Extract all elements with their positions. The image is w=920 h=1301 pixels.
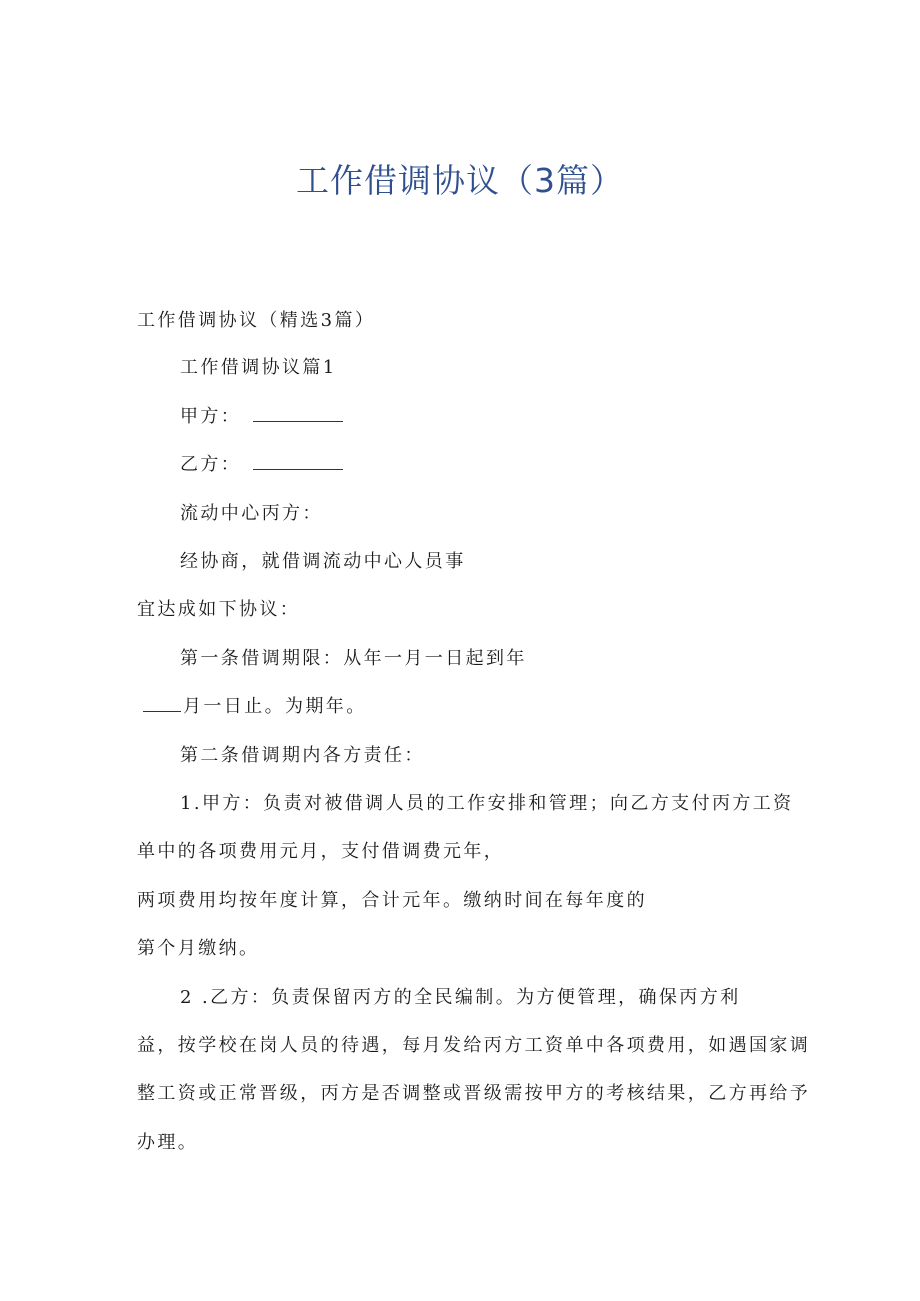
- party-b-label: 乙方：: [180, 454, 242, 475]
- clause-two-line: 整工资或正常晋级，丙方是否调整或晋级需按甲方的考核结果，乙方再给予: [137, 1083, 811, 1104]
- subtitle-line: 工作借调协议（精选3篇）: [137, 310, 376, 331]
- article-one-continuation: [143, 695, 367, 719]
- party-a-blank: [253, 405, 343, 422]
- party-c-line: 流动中心丙方：: [180, 503, 323, 524]
- document-title: 工作借调协议（3篇）: [296, 161, 624, 200]
- article-one-line: 第一条借调期限：从年一月一日起到年: [180, 648, 527, 669]
- article-two-line: 第二条借调期内各方责任：: [180, 745, 425, 766]
- month-blank: [143, 695, 181, 712]
- clause-one-line: 1.甲方：负责对被借调人员的工作安排和管理；向乙方支付丙方工资: [180, 793, 794, 814]
- clause-two-line: 益，按学校在岗人员的待遇，每月发给丙方工资单中各项费用，如遇国家调: [137, 1035, 811, 1056]
- party-b-blank: [253, 453, 343, 470]
- clause-two-line: 2 .乙方：负责保留丙方的全民编制。为方便管理，确保丙方利: [180, 987, 741, 1008]
- clause-one-line: 第个月缴纳。: [137, 938, 260, 959]
- clause-one-line: 单中的各项费用元月，支付借调费元年，: [137, 841, 505, 862]
- party-a-line: [180, 405, 343, 429]
- clause-one-line: 两项费用均按年度计算，合计元年。缴纳时间在每年度的: [137, 890, 647, 911]
- party-a-label: 甲方：: [180, 406, 242, 427]
- paragraph-line: 宜达成如下协议：: [137, 599, 301, 620]
- party-b-line: [180, 453, 343, 477]
- paragraph-line: 经协商，就借调流动中心人员事: [180, 551, 466, 572]
- article-one-end: 月一日止。为期年。: [183, 696, 367, 717]
- clause-two-line: 办理。: [137, 1132, 199, 1153]
- section-heading: 工作借调协议篇1: [180, 357, 337, 378]
